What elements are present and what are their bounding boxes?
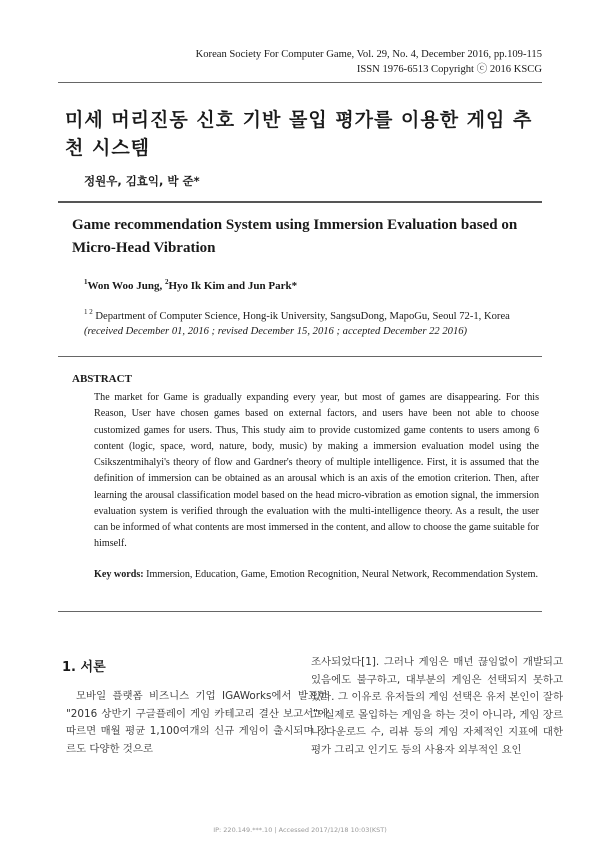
intro-right-column: 조사되었다[1]. 그러나 게임은 매년 끊임없이 개발되고 있음에도 불구하고, 대부분의 게임은 선택되지 못하고 있다. 그 이유로 유저들의 게임 선택은 유저 본인이 잘하고 실제로 몰입하는 게임을 하는 것이 아니라, 게임 장르나 다운로드 수, 리뷰 등의 게임 자체적인 지표에 대한 평가 그리고 인기도 등의 사용자 외부적인 요인 bbox=[311, 656, 563, 756]
intro-left-column: 모바일 플랫폼 비즈니스 기업 IGAWorks에서 발표한 "2016 상반기 구글플레이 게임 카테고리 결산 보고서"에 따르면 매월 평균 1,100여개의 신규 게임이 출시되며 장르도 다양한 것으로 bbox=[66, 690, 328, 755]
abstract-body: The market for Game is gradually expanding every year, but most of games are disappearing. For this Reason, User have chosen games based on external factors, and users have been not able to choose customized games for users. Thus, This study aim to provide customized game contents to users among 6 content (logic, space, word, nature, body, music) by making a immersion evaluation model using the Csikszentmihalyi's theory of flow and Gardner's theory of multiple intelligence. First, it is assumed that the definition of immersion can be obtained as an arousal which is an axis of the emotion criterion. Then, after learning the arousal classification model based on the head micro-vibration as emotion signal, the immersion evaluation system is verified through the evaluation with the multi-intelligence theory. As a result, the user can be informed of what contents are most immersed in the content, and allow to choose the game suitable for himself. bbox=[94, 392, 539, 550]
affiliation-block bbox=[84, 305, 554, 339]
received-dates: (received December 01, 2016 ; revised December 15, 2016 ; accepted December 22 2016) bbox=[84, 326, 468, 337]
section-heading-introduction: 1. 서론 bbox=[62, 660, 106, 675]
affiliation bbox=[84, 305, 554, 324]
keywords bbox=[94, 567, 539, 583]
author2-name: Hyo Ik Kim and Jun Park* bbox=[168, 280, 298, 292]
abstract-heading: ABSTRACT bbox=[72, 373, 132, 385]
keywords-label: Key words: bbox=[94, 569, 144, 580]
affiliation-text: Department of Computer Science, Hong-ik University, SangsuDong, MapoGu, Seoul 72-1, Korea bbox=[95, 311, 510, 322]
author1-name: Won Woo Jung, bbox=[87, 280, 165, 292]
korean-authors: 정원우, 김효익, 박 준* bbox=[84, 174, 200, 188]
english-authors bbox=[84, 278, 297, 292]
access-footer: IP: 220.149.***.10 | Accessed 2017/12/18 10:03(KST) bbox=[213, 826, 387, 834]
keywords-text: Immersion, Education, Game, Emotion Recognition, Neural Network, Recommendation System. bbox=[143, 569, 539, 580]
header-divider bbox=[58, 82, 542, 83]
korean-title: 미세 머리진동 신호 기반 몰입 평가를 이용한 게임 추천 시스템 bbox=[65, 109, 533, 159]
author1-superscript: 1 bbox=[84, 278, 88, 286]
journal-issn: ISSN 1976-6513 Copyright ⓒ 2016 KSCG bbox=[356, 64, 542, 75]
journal-citation: Korean Society For Computer Game, Vol. 29, No. 4, December 2016, pp.109-115 bbox=[195, 49, 542, 60]
journal-header bbox=[196, 47, 542, 77]
author2-superscript: 2 bbox=[164, 278, 169, 286]
affiliation-superscript: 1 2 bbox=[84, 308, 93, 316]
abstract-bottom-divider bbox=[58, 611, 542, 612]
english-title: Game recommendation System using Immersion Evaluation based on Micro-Head Vibration bbox=[72, 217, 518, 256]
title-divider bbox=[58, 201, 542, 203]
abstract-top-divider bbox=[58, 356, 542, 357]
